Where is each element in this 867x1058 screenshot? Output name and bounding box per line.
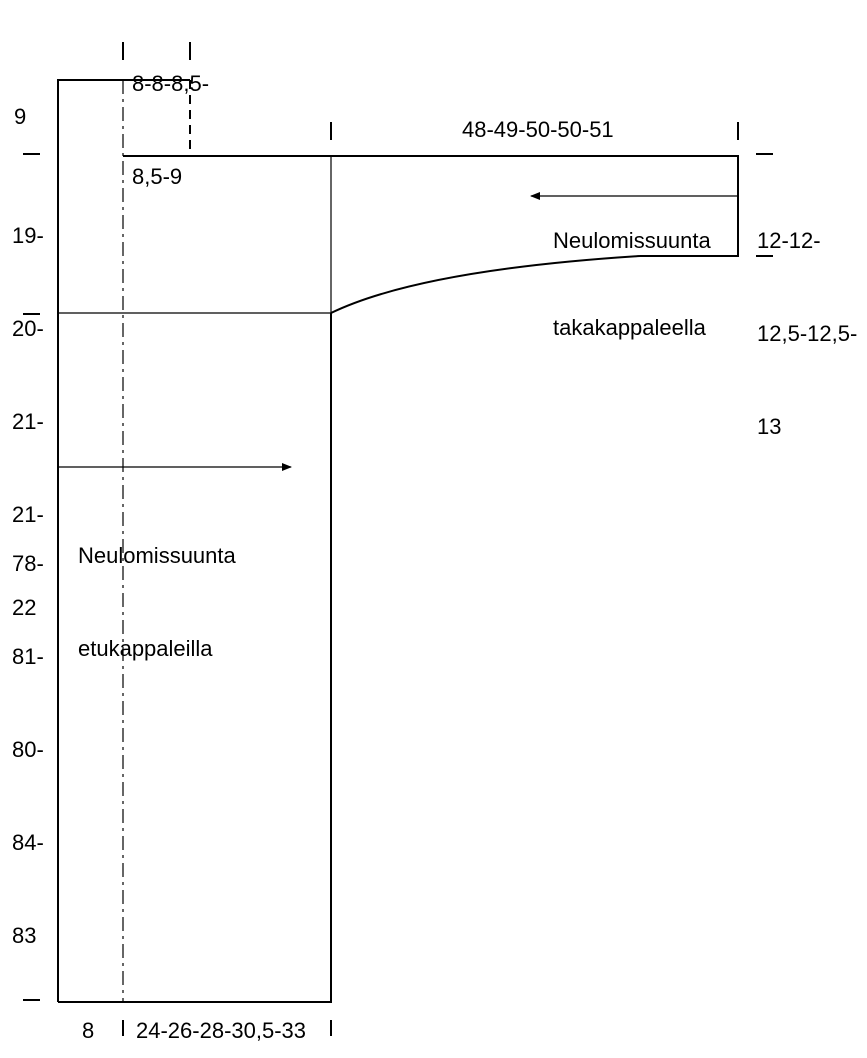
shoulder-height-label: 9 bbox=[14, 104, 27, 129]
sleeve-end-height-label: 12-12- 12,5-12,5- 13 bbox=[757, 228, 858, 439]
top-width-label: 8-8-8,5- 8,5-9 bbox=[132, 71, 210, 189]
armhole-height-label: 19- 20- 21- 21- 22 bbox=[12, 223, 44, 620]
body-height-label: 78- 81- 80- 84- 83 bbox=[12, 551, 44, 948]
bottom-left-width-label: 8 bbox=[82, 1018, 95, 1043]
front-direction-text: Neulomissuunta etukappaleilla bbox=[78, 543, 236, 661]
back-direction-text: Neulomissuunta takakappaleella bbox=[553, 228, 711, 340]
sleeve-length-label: 48-49-50-50-51 bbox=[462, 117, 614, 142]
bottom-main-width-label: 24-26-28-30,5-33 bbox=[136, 1018, 307, 1043]
